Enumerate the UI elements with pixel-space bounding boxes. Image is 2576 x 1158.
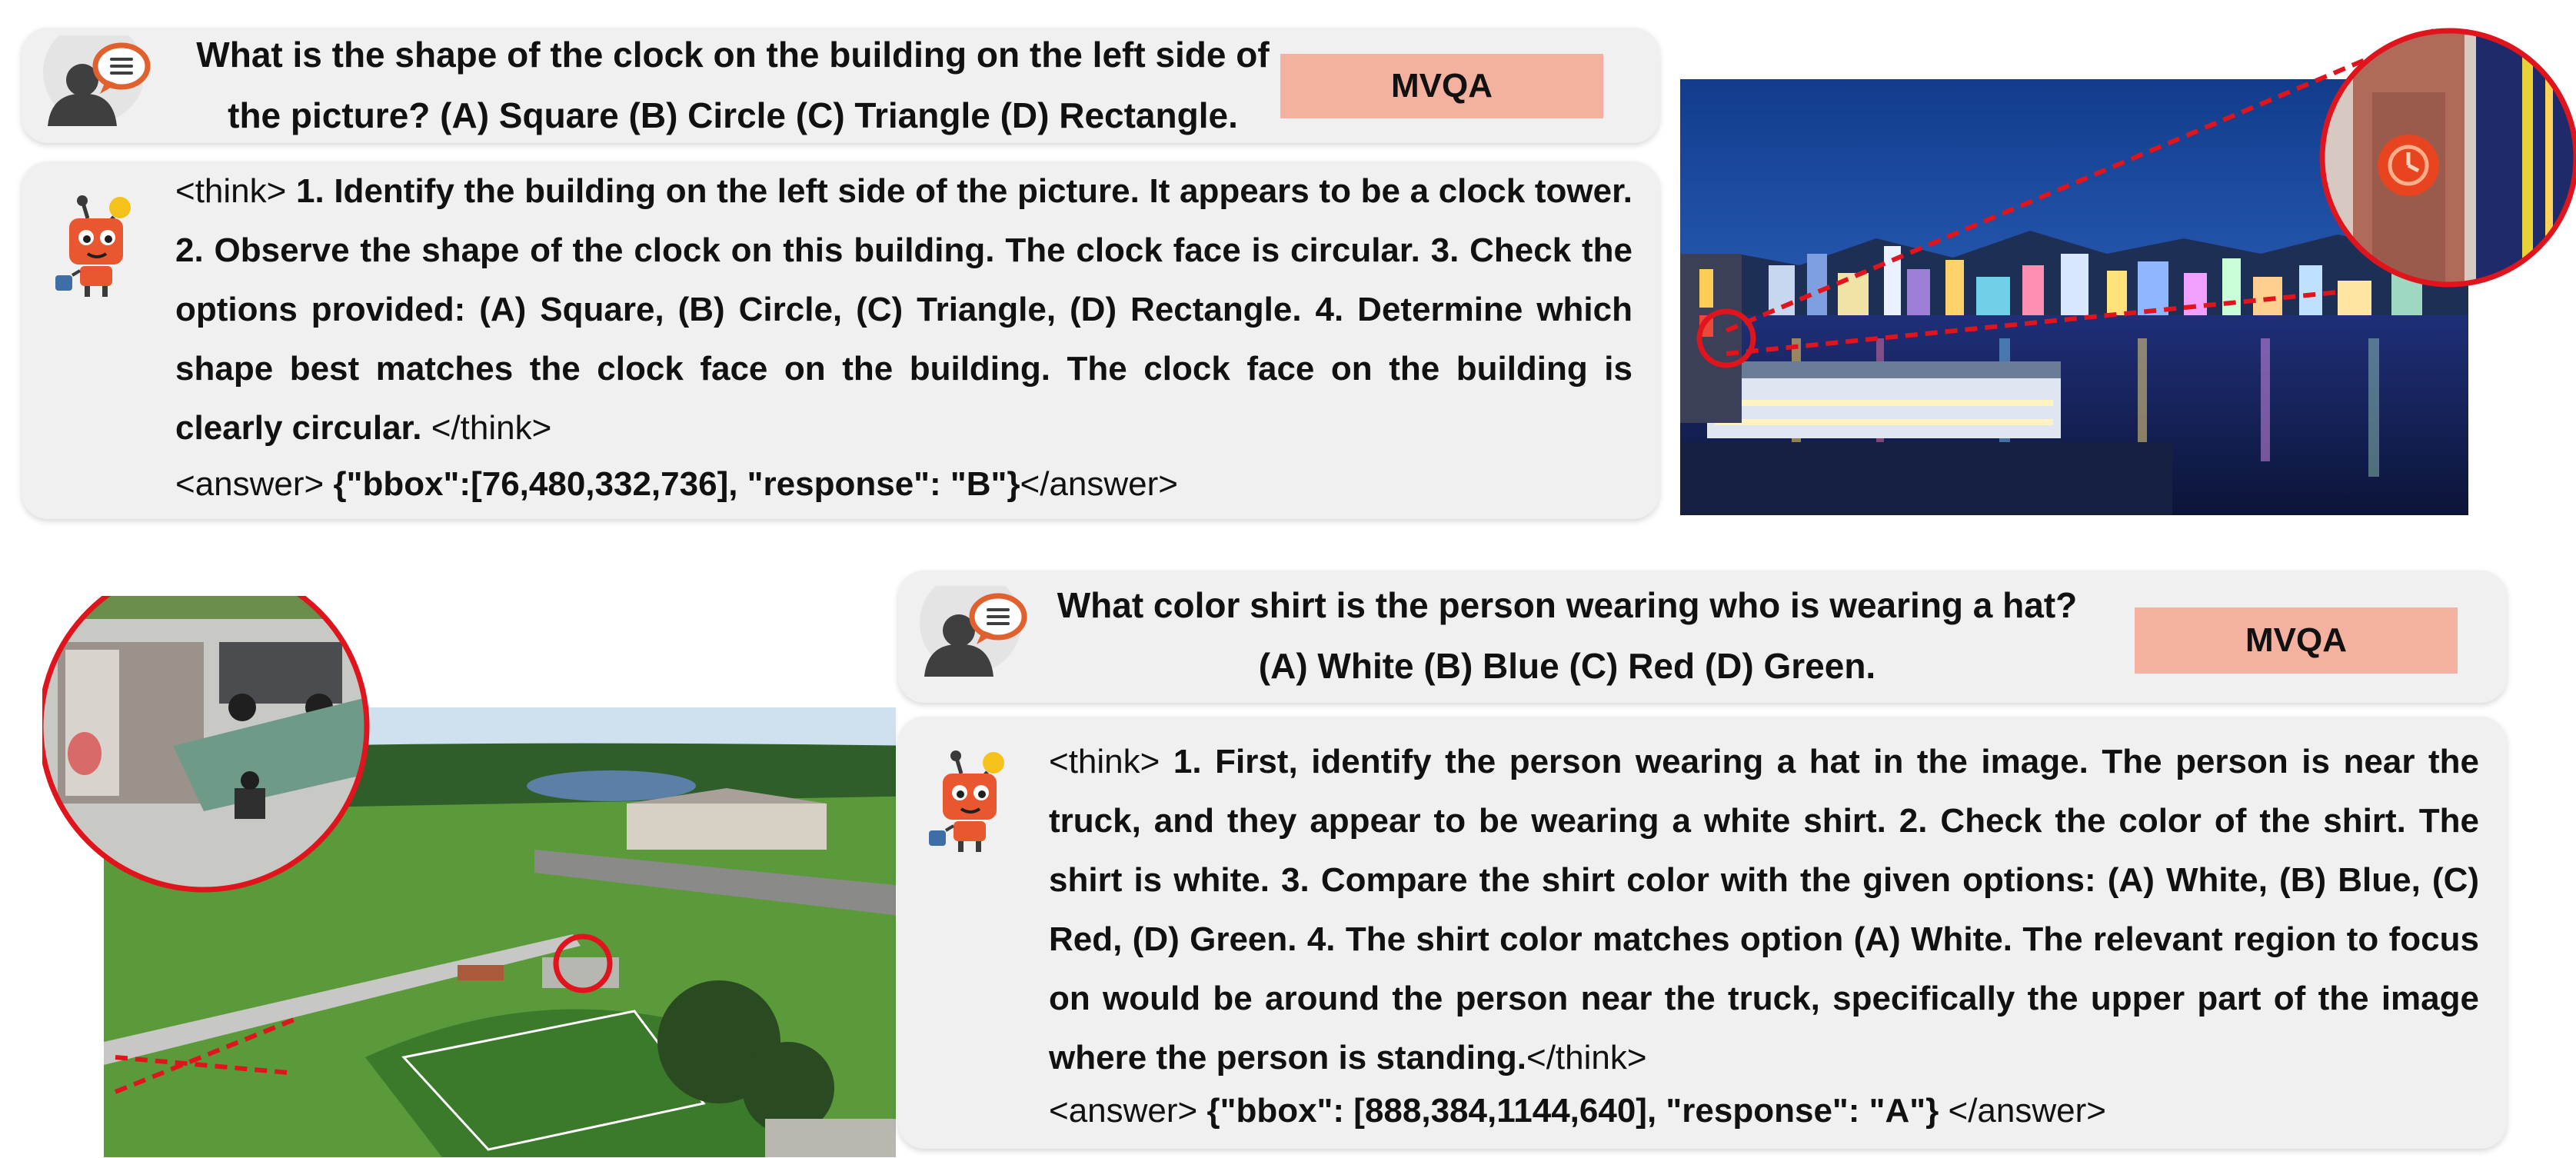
question-text [168, 25, 1298, 146]
answer-close-tag: </answer> [1948, 1092, 2106, 1130]
question-line-1: What is the shape of the clock on the building on the left side of [196, 35, 1270, 75]
think-close-tag: </think> [1526, 1039, 1647, 1076]
think-close-tag: </think> [431, 409, 552, 447]
harbor-night-image [1676, 0, 2576, 523]
reasoning-steps: 1. Identify the building on the left side of the picture. It appears to be a clock tower. 2. Observe the shape of the clock on this building. The clock face is circular. 3. Check the options provided: (A) Square, (B) Circle, (C) Triangle, (D) Rectangle. 4. Determine which shape best matches the clock face on the building. The clock face on the building is clearly circular. [175, 172, 1632, 447]
question-bubble-2 [898, 571, 2507, 703]
reasoning-text [175, 161, 1632, 458]
user-avatar-icon [40, 35, 163, 135]
think-open-tag: <think> [1049, 743, 1160, 780]
answer-line [1049, 1092, 2106, 1130]
question-line-2: the picture? (A) Square (B) Circle (C) Triangle (D) Rectangle. [228, 95, 1238, 135]
answer-bubble-2 [898, 717, 2507, 1149]
answer-line [175, 465, 1178, 504]
think-open-tag: <think> [175, 172, 287, 210]
question-text [1052, 575, 2082, 697]
mvqa-badge: MVQA [1280, 54, 1603, 118]
answer-json: {"bbox":[76,480,332,736], "response": "B"} [333, 465, 1020, 503]
answer-json: {"bbox": [888,384,1144,640], "response": "A"} [1206, 1092, 1939, 1130]
user-avatar-icon [917, 586, 1040, 686]
robot-avatar-icon [43, 180, 166, 303]
mvqa-badge: MVQA [2135, 607, 2458, 674]
question-line-2: (A) White (B) Blue (C) Red (D) Green. [1258, 646, 1876, 686]
answer-close-tag: </answer> [1020, 465, 1178, 503]
aerial-field-image [42, 596, 896, 1157]
reasoning-text [1049, 732, 2479, 1087]
reasoning-steps: 1. First, identify the person wearing a hat in the image. The person is near the truck, and they appear to be wearing a white shirt. 2. Check the color of the shirt. The shirt is white. 3. Compare the shirt color with the given options: (A) White, (B) Blue, (C) Red, (D) Green. 4. The shirt color matches option (A) White. The relevant region to focus on would be around the person near the truck, specifically the upper part of the image where the person is standing. [1049, 743, 2479, 1076]
question-line-1: What color shirt is the person wearing who is wearing a hat? [1057, 585, 2078, 625]
answer-open-tag: <answer> [175, 465, 324, 503]
robot-avatar-icon [917, 735, 1040, 858]
question-bubble-1 [22, 28, 1659, 143]
answer-open-tag: <answer> [1049, 1092, 1198, 1130]
answer-bubble-1 [22, 161, 1659, 519]
